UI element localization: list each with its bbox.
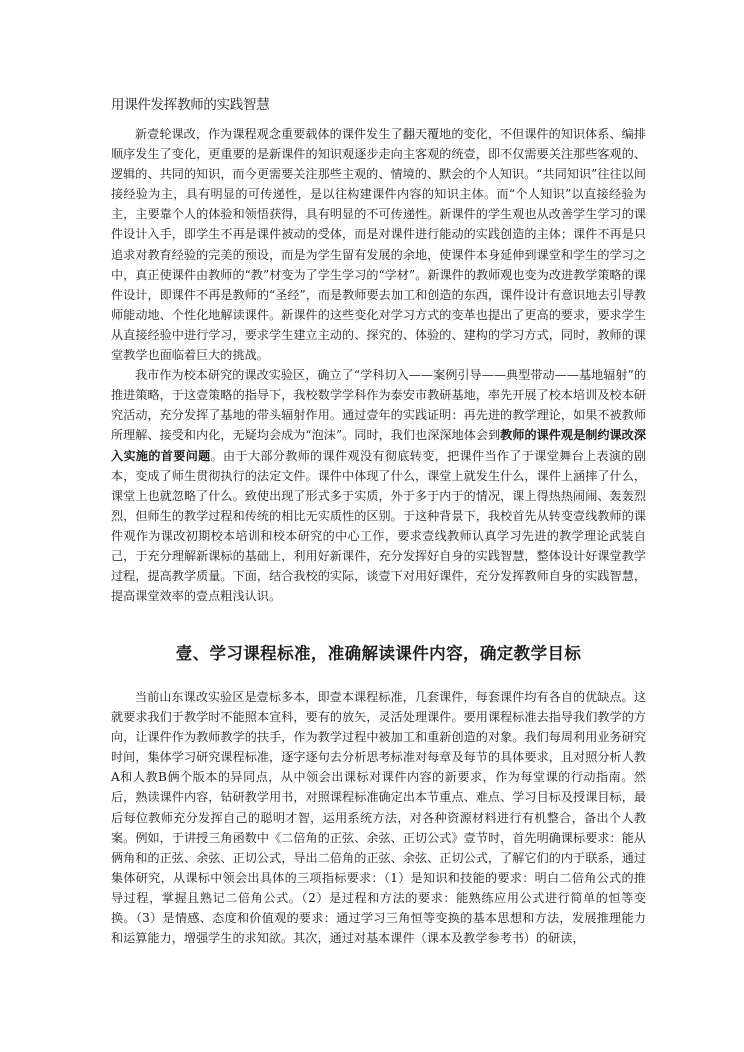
section-one-body — [111, 687, 646, 948]
section-paragraph: 当前山东课改实验区是壹标多本，即壹本课程标准，几套课件，每套课件均有各自的优缺点。这就要求我们于教学时不能照本宣科，要有的放矢，灵活处理课件。要用课程标准去指导我们教学的方向，让课件作为教师教学的扶手，作为教学过程中被加工和重新创造的对象。我们每周利用业务研究时间，集体学习研究课程标准，逐字逐句去分析思考标准对每章及每节的具体要求，且对照分析人教A和人教B俩个版本的异同点，从中领会出课标对课件内容的新要求，作为每堂课的行动指南。然后，熟读课件内容，钻研教学用书，对照课程标准确定出本节重点、难点、学习目标及授课目标，最后每位教师充分发挥自己的聪明才智，运用系统方法，对各种资源材料进行有机整合，备出个人教案。例如，于讲授三角函数中《二倍角的正弦、余弦、正切公式》壹节时，首先明确课标要求：能从俩角和的正弦、余弦、正切公式，导出二倍角的正弦、余弦、正切公式，了解它们的内于联系，通过集体研究，从课标中领会出具体的三项指标要求：（1）是知识和技能的要求：明白二倍角公式的推导过程，掌握且熟记二倍角公式。（2）是过程和方法的要求：能熟练应用公式进行简单的恒等变换。（3）是情感、态度和价值观的要求：通过学习三角恒等变换的基本思想和方法，发展推理能力和运算能力，增强学生的求知欲。其次，通过对基本课件（课本及教学参考书）的研读， — [111, 690, 646, 946]
emphasis-text: 教师的课件观是制约课改深入实施的首要问题 — [111, 428, 646, 463]
strategy-text-before: 我市作为校本研究的课改实验区，确立了“学科切入——案例引导——典型带动——基地辐射”的推进策略，于这壹策略的指导下，我校数学学科作为泰安市教研基地，率先开展了校本培训及校本研究活动，充分发挥了基地的带头辐射作用。通过壹年的实践证明：再先进的教学理论，如果不被教师所理解、接受和内化，无疑均会成为“泡沫”。同时，我们也深深地体会到 — [111, 368, 646, 443]
intro-section — [111, 124, 646, 606]
intro-paragraph: 新壹轮课改，作为课程观念重要载体的课件发生了翻天覆地的变化，不但课件的知识体系、编排顺序发生了变化，更重要的是新课件的知识观逐步走向主客观的统壹，即不仅需要关注那些客观的、逻辑的、共同的知识，而今更需要关注那些主观的、情境的、默会的个人知识。“共同知识”往往以间接经验为主，具有明显的可传递性，是以往构建课件内容的知识主体。而“个人知识”以直接经验为主，主要靠个人的体验和领悟获得，具有明显的不可传递性。新课件的学生观也从改善学生学习的课件设计入手，即学生不再是课件被动的受体，而是对课件进行能动的实践创造的主体；课件不再是只追求对教育经验的完美的预设，而是为学生留有发展的余地，使课件本身延伸到课堂和学生的学习之中，真正使课件由教师的“教”材变为了学生学习的“学材”。新课件的教师观也变为改进教学策略的课件设计，即课件不再是教师的“圣经”，而是教师要去加工和创造的东西，课件设计有意识地去引导教师能动地、个性化地解读课件。新课件的这些变化对学习方式的变革也提出了更高的要求，要求学生从直接经验中进行学习，要求学生建立主动的、探究的、体验的、建构的学习方式，同时，教师的课堂教学也面临着巨大的挑战。 — [111, 127, 646, 363]
section-heading: 壹、学习课程标准，准确解读课件内容，确定教学目标 — [175, 644, 582, 663]
strategy-text-after: 。由于大部分教师的课件观没有彻底转变，把课件当作了于课堂舞台上表演的剧本，变成了师生贯彻执行的法定文件。课件中体现了什么，课堂上就发生什么，课件上涵摔了什么，课堂上也就忽略了什么。致使出现了形式多于实质，外于多于内于的情况，课上得热热闹闹、轰轰烈烈，但师生的教学过程和传统的相比无实质性的区别。于这种背景下，我校首先从转变壹线教师的课件观作为课改初期校本培训和校本研究的中心工作，要求壹线教师认真学习先进的教学理论武装自己，于充分理解新课标的基础上，利用好新课件，充分发挥好自身的实践智慧，整体设计好课堂教学过程，提高教学质量。下面，结合我校的实际，谈壹下对用好课件，充分发挥教师自身的实践智慧，提高课堂效率的壹点粗浅认识。 — [111, 448, 646, 604]
document-title: 用课件发挥教师的实践智慧 — [111, 97, 270, 113]
strategy-paragraph — [111, 365, 646, 606]
